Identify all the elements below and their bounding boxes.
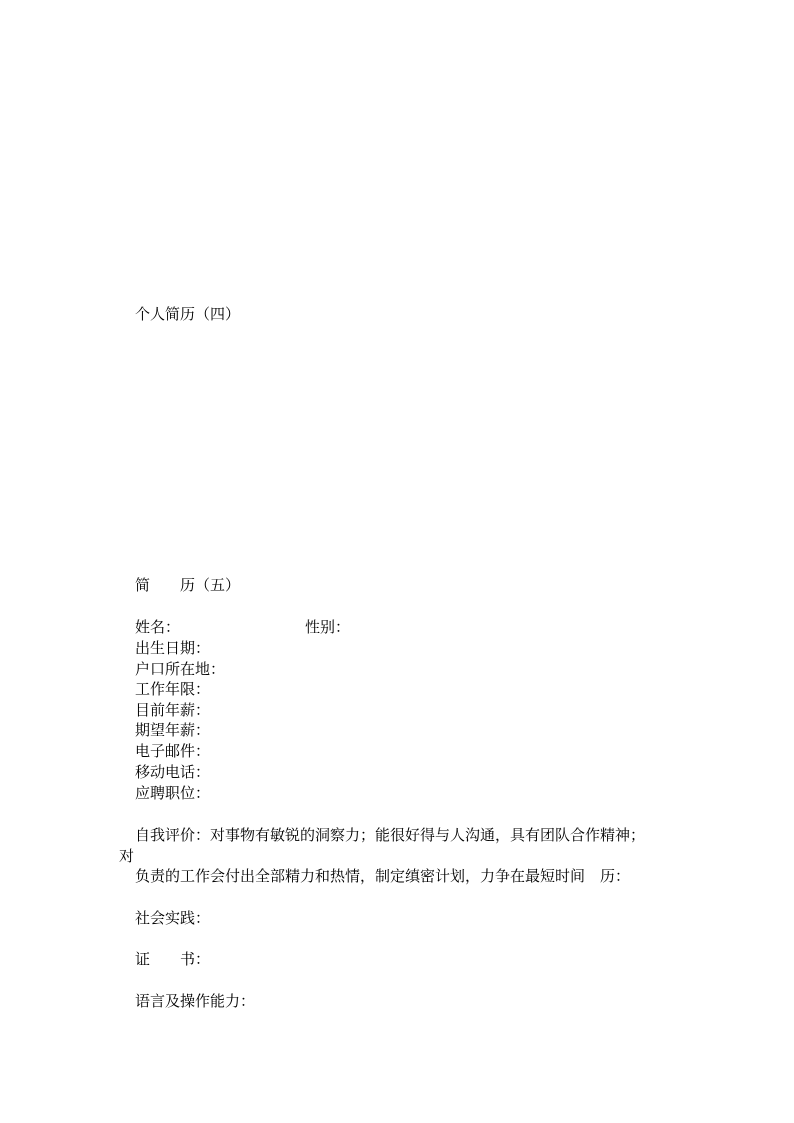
email-label: 电子邮件： [135, 742, 211, 760]
mobile-phone-label: 移动电话： [135, 763, 211, 781]
self-evaluation-wrap: 对 [119, 847, 135, 865]
self-evaluation-line1: 自我评价：对事物有敏锐的洞察力；能很好得与人沟通，具有团队合作精神； [135, 826, 646, 844]
name-label: 姓名： [135, 618, 181, 636]
self-evaluation-line2: 负责的工作会付出全部精力和热情，制定缜密计划，力争在最短时间 历： [135, 867, 631, 885]
work-years-label: 工作年限： [135, 680, 211, 698]
birth-date-label: 出生日期： [135, 639, 211, 657]
social-practice-label: 社会实践： [135, 909, 211, 927]
current-salary-label: 目前年薪： [135, 701, 211, 719]
resume-four-title: 个人简历（四） [135, 305, 241, 323]
position-label: 应聘职位： [135, 784, 211, 802]
resume-five-title: 简 历（五） [135, 576, 241, 594]
household-label: 户口所在地： [135, 660, 226, 678]
language-skills-label: 语言及操作能力： [135, 992, 256, 1010]
expected-salary-label: 期望年薪： [135, 721, 211, 739]
certificates-label: 证 书： [135, 950, 211, 968]
gender-label: 性别： [305, 618, 351, 636]
